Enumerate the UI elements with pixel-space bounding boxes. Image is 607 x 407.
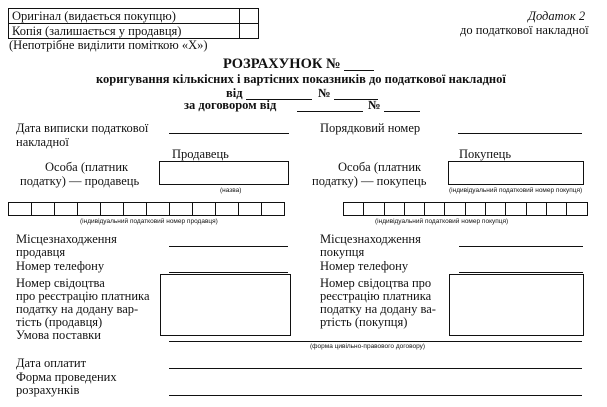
- seller-person-label: Особа (платник: [45, 160, 129, 174]
- delivery-terms-line[interactable]: [169, 341, 582, 342]
- contract-form-caption: (форма цивільно-правового договору): [310, 343, 426, 350]
- seller-name-field[interactable]: [159, 161, 289, 185]
- tax-digit-cell[interactable]: [147, 203, 170, 215]
- title-line-2: коригування кількісних і вартісних показників до податкової накладної: [96, 72, 506, 86]
- buyer-location-label: Місцезнаходження: [320, 232, 421, 246]
- seller-location-line[interactable]: [169, 246, 288, 247]
- page-title: РОЗРАХУНОК №: [223, 56, 341, 72]
- seller-location-label-2: продавця: [16, 245, 66, 259]
- seller-tax-number-cells[interactable]: [8, 202, 285, 216]
- buyer-cert-label-2: реєстрацію платника: [320, 289, 432, 303]
- tax-digit-cell[interactable]: [425, 203, 445, 215]
- original-option-label: Оригінал (видається покупцю): [9, 9, 240, 24]
- tax-digit-cell[interactable]: [445, 203, 465, 215]
- buyer-phone-label: Номер телефону: [320, 259, 409, 273]
- tax-digit-cell[interactable]: [193, 203, 216, 215]
- tax-digit-cell[interactable]: [239, 203, 262, 215]
- invoice-from-label: від: [226, 86, 243, 100]
- buyer-cert-label-1: Номер свідоцтва про: [320, 276, 432, 290]
- buyer-phone-line[interactable]: [459, 272, 583, 273]
- seller-location-label: Місцезнаходження: [16, 232, 117, 246]
- tax-digit-cell[interactable]: [527, 203, 547, 215]
- buyer-name-field[interactable]: [448, 161, 584, 185]
- mark-instruction: (Непотрібне виділити поміткою «Х»): [9, 38, 208, 52]
- seller-cert-label-1: Номер свідоцтва: [16, 276, 105, 290]
- tax-digit-cell[interactable]: [547, 203, 567, 215]
- tax-digit-cell[interactable]: [385, 203, 405, 215]
- contract-number-line[interactable]: [384, 111, 420, 112]
- seller-phone-line[interactable]: [169, 272, 288, 273]
- original-checkbox[interactable]: [240, 9, 259, 24]
- buyer-heading: Покупець: [459, 147, 512, 161]
- contract-no-label: №: [368, 98, 381, 112]
- copy-checkbox[interactable]: [240, 24, 259, 39]
- copy-type-table: [8, 8, 259, 39]
- buyer-location-line[interactable]: [459, 246, 583, 247]
- seller-cert-label-4: тість (продавця): [16, 315, 103, 329]
- buyer-person-label-2: податку) — покупець: [312, 174, 427, 188]
- seller-tax-caption: (індивідуальний податковий номер продавця): [80, 218, 218, 225]
- buyer-location-label-2: покупця: [320, 245, 365, 259]
- tax-digit-cell[interactable]: [364, 203, 384, 215]
- buyer-tax-caption: (індивідуальний податковий номер покупця): [375, 218, 509, 225]
- tax-digit-cell[interactable]: [101, 203, 124, 215]
- contract-date-line[interactable]: [297, 111, 363, 112]
- copy-option-label: Копія (залишається у продавця): [9, 24, 240, 39]
- seller-name-caption: (назва): [220, 187, 242, 194]
- buyer-cert-label-3: податку на додану ва-: [320, 302, 436, 316]
- invoice-no-label: №: [318, 86, 331, 100]
- tax-digit-cell[interactable]: [170, 203, 193, 215]
- buyer-tax-caption-small: (індивідуальний податковий номер покупця): [449, 187, 583, 194]
- calc-number-line[interactable]: [344, 70, 374, 71]
- appendix-subtitle: до податкової накладної: [460, 23, 589, 37]
- tax-digit-cell[interactable]: [124, 203, 147, 215]
- tax-digit-cell[interactable]: [9, 203, 32, 215]
- buyer-cert-field[interactable]: [449, 274, 584, 336]
- tax-digit-cell[interactable]: [466, 203, 486, 215]
- tax-digit-cell[interactable]: [216, 203, 239, 215]
- appendix-title: Додаток 2: [528, 9, 586, 23]
- payment-date-line[interactable]: [169, 368, 582, 369]
- serial-number-label: Порядковий номер: [320, 121, 421, 135]
- issue-date-label-2: накладної: [16, 135, 69, 149]
- contract-label: за договором від: [184, 98, 277, 112]
- payment-date-label: Дата оплатит: [16, 356, 87, 370]
- seller-person-label-2: податку) — продавець: [20, 174, 140, 188]
- seller-phone-label: Номер телефону: [16, 259, 105, 273]
- tax-digit-cell[interactable]: [567, 203, 587, 215]
- settlement-form-line[interactable]: [169, 395, 582, 396]
- delivery-terms-label: Умова поставки: [16, 328, 101, 342]
- tax-digit-cell[interactable]: [32, 203, 55, 215]
- serial-number-line[interactable]: [458, 133, 582, 134]
- tax-digit-cell[interactable]: [55, 203, 78, 215]
- issue-date-line[interactable]: [169, 133, 289, 134]
- seller-cert-label-2: про реєстрацію платника: [16, 289, 150, 303]
- buyer-person-label: Особа (платник: [338, 160, 422, 174]
- issue-date-label: Дата виписки податкової: [16, 121, 149, 135]
- tax-digit-cell[interactable]: [262, 203, 285, 215]
- tax-digit-cell[interactable]: [486, 203, 506, 215]
- settlement-form-label-2: розрахунків: [16, 383, 80, 397]
- settlement-form-label: Форма проведених: [16, 370, 117, 384]
- tax-digit-cell[interactable]: [344, 203, 364, 215]
- seller-cert-field[interactable]: [160, 274, 291, 336]
- tax-digit-cell[interactable]: [506, 203, 526, 215]
- seller-heading: Продавець: [172, 147, 229, 161]
- tax-digit-cell[interactable]: [405, 203, 425, 215]
- buyer-cert-label-4: ртість (покупця): [320, 315, 408, 329]
- seller-cert-label-3: податку на додану вар-: [16, 302, 139, 316]
- buyer-tax-number-cells[interactable]: [343, 202, 588, 216]
- tax-digit-cell[interactable]: [78, 203, 101, 215]
